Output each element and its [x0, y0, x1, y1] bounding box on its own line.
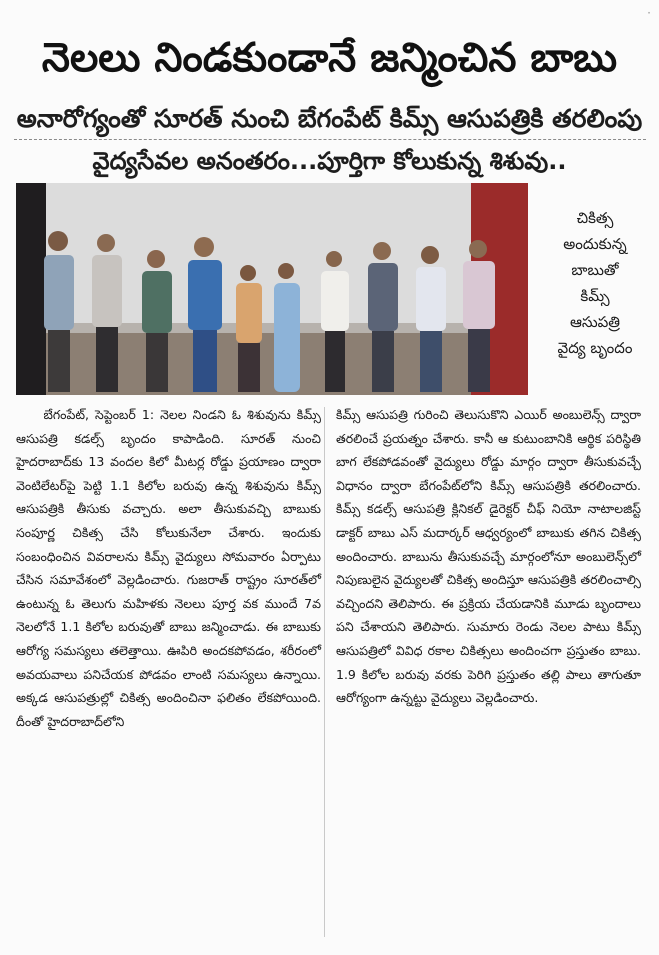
dashed-divider — [14, 139, 646, 140]
caption-line: కిమ్స్ — [580, 287, 610, 305]
person-7 — [321, 251, 349, 392]
headline: నెలలు నిండకుండానే జన్మించిన బాబు — [41, 35, 618, 81]
person-5 — [236, 265, 262, 392]
column-divider — [324, 407, 325, 937]
article-column-left — [16, 403, 321, 733]
caption-line: అందుకున్న — [563, 235, 627, 253]
person-8 — [368, 242, 398, 392]
person-3 — [142, 250, 172, 392]
photo-caption — [542, 205, 648, 361]
article-column-right — [336, 403, 641, 710]
subheadline: అనారోగ్యంతో సూరత్ నుంచి బేగంపేట్ కిమ్స్ ఆసుపత్రికి తరలింపు — [16, 104, 643, 133]
person-1 — [44, 231, 74, 392]
caption-line: వైద్య బృందం — [557, 339, 633, 357]
subheadline-2: వైద్యసేవల అనంతరం...పూర్తిగా కోలుకున్న శిశువు.. — [92, 147, 567, 175]
caption-line: ఆసుపత్రి — [569, 313, 621, 331]
caption-line: బాబుతో — [571, 261, 619, 279]
group-photo-illustration — [16, 183, 528, 395]
article-paragraph: కిమ్స్ ఆసుపత్రి గురించి తెలుసుకొని ఎయిర్ అంబులెన్స్ ద్వారా తరలించే ప్రయత్నం చేశారు. కానీ ఆ కుటుంబానికి ఆర్థిక పరిస్థితి బాగ లేకపోడవంతో వైద్యులు రోడ్డు మార్గం ద్వారా తీసుకువచ్చే విధానం ద్వారా బేగంపేట్‌లోని కిమ్స్ ఆసుపత్రికి తరలించారు. కిమ్స్ కడల్స్ ఆసుపత్రి క్లినికల్ డైరెక్టర్ చీఫ్ నియో నాటాలజిస్ట్ డాక్టర్ బాబు ఎస్ మదార్కర్ ఆధ్వర్యంలో బాబుకు తగిన చికిత్స అందించారు. బాబును తీసుకువచ్చే మార్గంలోనూ అంబులెన్స్‌లో నిపుణులైన వైద్యులతో చికిత్స అందిస్తూ ఆసుపత్రికి తరలించాల్సి వచ్చిందని తెలిపారు. ఈ ప్రక్రియ చేయడానికి మూడు బృందాలు పని చేశాయని తెలిపారు. సుమారు రెండు నెలల పాటు కిమ్స్ ఆసుపత్రిలో వివిధ రకాల చికిత్సలు అందించగా ప్రస్తుతం బాబు. 1.9 కిలోల బరువు వరకు పెరిగి ప్రస్తుతం తల్లి పాలు తాగుతూ ఆరోగ్యంగా ఉన్నట్టు వైద్యులు వెల్లడించారు. — [336, 407, 641, 706]
person-4 — [188, 237, 222, 392]
group-photo — [16, 183, 528, 395]
person-2 — [92, 234, 122, 392]
corner-dot: · — [647, 6, 651, 20]
person-9 — [416, 246, 446, 392]
article-paragraph: బేగంపేట్, సెప్టెంబర్ 1: నెలల నిండని ఓ శిశువును కిమ్స్ ఆసుపత్రి కడల్స్ బృందం కాపాడింది. సూరత్ నుంచి హైదరాబాద్‌కు 13 వందల కిలో మీటర్ల రోడ్డు ప్రయాణం ద్వారా వెంటిలేటర్‌పై పెట్టి 1.1 కిలోల బరువు ఉన్న శిశువును కిమ్స్ ఆసుపత్రికి తీసుకు వచ్చారు. అలా తీసుకువచ్చి బాబుకు సంపూర్ణ చికిత్స చేసి కోలుకునేలా చేశారు. ఇందుకు సంబంధించిన వివరాలను కిమ్స్ వైద్యులు సోమవారం ఏర్పాటు చేసిన సమావేశంలో వెల్లడించారు. గుజరాత్ రాష్ట్రం సూరత్‌లో ఉంటున్న ఓ తెలుగు మహిళకు నెలలు పూర్త వక ముందే 7వ నెలలోనే 1.1 కిలోల బరువుతో బాబు జన్మించాడు. ఈ బాబుకు ఆరోగ్య సమస్యలు తలెత్తాయి. ఊపిరి అందకపోవడం, శరీరంలో అవయవాలు పనిచేయక పోడవం లాంటి సమస్యలు ఉన్నాయి. అక్కడ ఆసుపత్రుల్లో చికిత్స అందించినా ఫలితం లేకపోయింది. దీంతో హైదరాబాద్‌లోని — [16, 407, 321, 729]
caption-line: చికిత్స — [576, 209, 614, 227]
